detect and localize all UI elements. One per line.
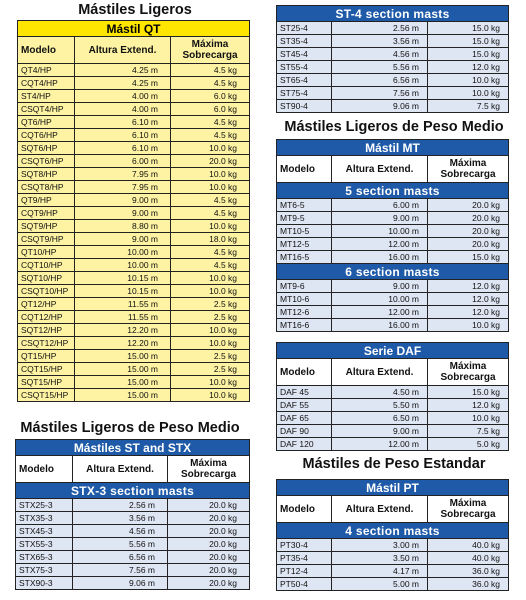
table-row bbox=[277, 438, 509, 451]
table-row bbox=[18, 311, 250, 324]
table-title: Mástil MT bbox=[277, 140, 509, 156]
table-row bbox=[277, 212, 509, 225]
cell-modelo: MT16-6 bbox=[277, 319, 332, 332]
cell-modelo: CQT4/HP bbox=[18, 77, 75, 90]
table-row bbox=[16, 564, 250, 577]
cell-altura: 9.00 m bbox=[75, 233, 171, 246]
cell-maxima: 5.0 kg bbox=[428, 438, 509, 451]
cell-modelo: SQT8/HP bbox=[18, 168, 75, 181]
col-header-modelo: Modelo bbox=[277, 156, 332, 183]
table-row bbox=[277, 412, 509, 425]
section-title: 4 section masts bbox=[277, 523, 509, 539]
cell-altura: 6.50 m bbox=[332, 412, 428, 425]
cell-modelo: ST35-4 bbox=[277, 35, 332, 48]
cell-maxima: 10.0 kg bbox=[171, 220, 250, 233]
table-title-row bbox=[18, 21, 250, 37]
table-row bbox=[277, 293, 509, 306]
table-row bbox=[18, 350, 250, 363]
section-row bbox=[16, 483, 250, 499]
cell-altura: 16.00 m bbox=[332, 251, 428, 264]
table-row bbox=[277, 225, 509, 238]
table-mastil-qt bbox=[17, 20, 250, 402]
cell-maxima: 10.0 kg bbox=[171, 337, 250, 350]
table-row bbox=[18, 272, 250, 285]
table-row bbox=[277, 319, 509, 332]
cell-altura: 12.00 m bbox=[332, 238, 428, 251]
cell-modelo: CSQT12/HP bbox=[18, 337, 75, 350]
cell-maxima: 4.5 kg bbox=[171, 194, 250, 207]
cell-maxima: 15.0 kg bbox=[428, 48, 509, 61]
cell-maxima: 10.0 kg bbox=[171, 285, 250, 298]
table-row bbox=[18, 220, 250, 233]
cell-maxima: 10.0 kg bbox=[171, 272, 250, 285]
cell-maxima: 2.5 kg bbox=[171, 350, 250, 363]
table-row bbox=[18, 142, 250, 155]
cell-altura: 10.00 m bbox=[332, 293, 428, 306]
cell-modelo: CQT9/HP bbox=[18, 207, 75, 220]
table-row bbox=[277, 87, 509, 100]
cell-modelo: ST65-4 bbox=[277, 74, 332, 87]
table-row bbox=[277, 61, 509, 74]
table-row bbox=[16, 577, 250, 590]
cell-altura: 9.00 m bbox=[332, 212, 428, 225]
cell-maxima: 2.5 kg bbox=[171, 311, 250, 324]
cell-maxima: 20.0 kg bbox=[168, 499, 250, 512]
section-row bbox=[277, 6, 509, 22]
cell-maxima: 4.5 kg bbox=[171, 246, 250, 259]
cell-modelo: ST45-4 bbox=[277, 48, 332, 61]
col-header-maxima: Máxima Sobrecarga bbox=[428, 156, 509, 183]
cell-altura: 12.20 m bbox=[75, 324, 171, 337]
table-row bbox=[18, 376, 250, 389]
table-title: Serie DAF bbox=[277, 343, 509, 359]
cell-modelo: CQT15/HP bbox=[18, 363, 75, 376]
table-row bbox=[277, 22, 509, 35]
cell-maxima: 20.0 kg bbox=[168, 538, 250, 551]
cell-altura: 7.56 m bbox=[332, 87, 428, 100]
cell-altura: 11.55 m bbox=[75, 298, 171, 311]
cell-modelo: CQT6/HP bbox=[18, 129, 75, 142]
cell-maxima: 12.0 kg bbox=[428, 306, 509, 319]
cell-altura: 4.56 m bbox=[73, 525, 168, 538]
col-header-altura: Altura Extend. bbox=[332, 156, 428, 183]
cell-maxima: 10.0 kg bbox=[171, 324, 250, 337]
table-row bbox=[277, 306, 509, 319]
col-header-maxima: Máxima Sobrecarga bbox=[171, 37, 250, 64]
cell-altura: 9.06 m bbox=[332, 100, 428, 113]
cell-maxima: 12.0 kg bbox=[428, 61, 509, 74]
cell-modelo: STX35-3 bbox=[16, 512, 73, 525]
cell-altura: 2.56 m bbox=[73, 499, 168, 512]
section-title: ST-4 section masts bbox=[277, 6, 509, 22]
cell-modelo: MT12-6 bbox=[277, 306, 332, 319]
cell-maxima: 12.0 kg bbox=[428, 293, 509, 306]
table-row bbox=[277, 425, 509, 438]
cell-altura: 11.55 m bbox=[75, 311, 171, 324]
cell-modelo: STX45-3 bbox=[16, 525, 73, 538]
cell-modelo: SQT6/HP bbox=[18, 142, 75, 155]
table-row bbox=[277, 74, 509, 87]
cell-modelo: MT6-5 bbox=[277, 199, 332, 212]
cell-maxima: 7.5 kg bbox=[428, 425, 509, 438]
cell-modelo: DAF 45 bbox=[277, 386, 332, 399]
table-row bbox=[18, 207, 250, 220]
cell-altura: 5.50 m bbox=[332, 399, 428, 412]
table-mastil-mt bbox=[276, 139, 509, 332]
table-row bbox=[18, 233, 250, 246]
section-title: 5 section masts bbox=[277, 183, 509, 199]
cell-altura: 10.15 m bbox=[75, 285, 171, 298]
cell-maxima: 18.0 kg bbox=[171, 233, 250, 246]
cell-maxima: 4.5 kg bbox=[171, 207, 250, 220]
cell-maxima: 10.0 kg bbox=[428, 74, 509, 87]
cell-modelo: CSQT8/HP bbox=[18, 181, 75, 194]
cell-maxima: 15.0 kg bbox=[428, 386, 509, 399]
cell-altura: 6.10 m bbox=[75, 142, 171, 155]
table-row bbox=[18, 90, 250, 103]
col-header-modelo: Modelo bbox=[277, 359, 332, 386]
table-row bbox=[16, 512, 250, 525]
cell-modelo: CSQT9/HP bbox=[18, 233, 75, 246]
cell-altura: 9.00 m bbox=[75, 207, 171, 220]
cell-maxima: 20.0 kg bbox=[171, 155, 250, 168]
table-row bbox=[277, 552, 509, 565]
table-title: Mástil QT bbox=[18, 21, 250, 37]
table-title: Mástiles ST and STX bbox=[16, 440, 250, 456]
cell-maxima: 20.0 kg bbox=[168, 512, 250, 525]
column-header-row bbox=[16, 456, 250, 483]
cell-altura: 16.00 m bbox=[332, 319, 428, 332]
cell-altura: 5.56 m bbox=[332, 61, 428, 74]
cell-maxima: 10.0 kg bbox=[171, 181, 250, 194]
cell-maxima: 36.0 kg bbox=[428, 578, 509, 591]
table-row bbox=[277, 251, 509, 264]
table-row bbox=[18, 64, 250, 77]
cell-maxima: 10.0 kg bbox=[171, 142, 250, 155]
table-title: Mástil PT bbox=[277, 480, 509, 496]
section-row bbox=[277, 523, 509, 539]
table-row bbox=[16, 525, 250, 538]
cell-modelo: QT9/HP bbox=[18, 194, 75, 207]
cell-altura: 3.00 m bbox=[332, 539, 428, 552]
table-row bbox=[18, 181, 250, 194]
cell-altura: 4.56 m bbox=[332, 48, 428, 61]
cell-maxima: 40.0 kg bbox=[428, 552, 509, 565]
cell-altura: 4.50 m bbox=[332, 386, 428, 399]
heading-peso-medio-right: Mástiles Ligeros de Peso Medio bbox=[284, 119, 504, 135]
col-header-altura: Altura Extend. bbox=[75, 37, 171, 64]
table-row bbox=[18, 324, 250, 337]
cell-altura: 5.56 m bbox=[73, 538, 168, 551]
cell-modelo: ST75-4 bbox=[277, 87, 332, 100]
cell-altura: 3.50 m bbox=[332, 552, 428, 565]
cell-altura: 10.00 m bbox=[75, 259, 171, 272]
table-row bbox=[18, 116, 250, 129]
cell-altura: 6.00 m bbox=[332, 199, 428, 212]
cell-altura: 6.10 m bbox=[75, 116, 171, 129]
table-title-row bbox=[277, 480, 509, 496]
table-row bbox=[277, 399, 509, 412]
cell-altura: 4.17 m bbox=[332, 565, 428, 578]
cell-altura: 3.56 m bbox=[73, 512, 168, 525]
col-header-modelo: Modelo bbox=[18, 37, 75, 64]
cell-altura: 6.00 m bbox=[75, 155, 171, 168]
section-title: STX-3 section masts bbox=[16, 483, 250, 499]
table-row bbox=[18, 155, 250, 168]
table-row bbox=[277, 100, 509, 113]
cell-altura: 10.00 m bbox=[332, 225, 428, 238]
table-row bbox=[18, 363, 250, 376]
cell-altura: 7.56 m bbox=[73, 564, 168, 577]
table-row bbox=[18, 389, 250, 402]
table-row bbox=[277, 238, 509, 251]
cell-maxima: 20.0 kg bbox=[428, 212, 509, 225]
cell-maxima: 12.0 kg bbox=[428, 399, 509, 412]
cell-modelo: CQT10/HP bbox=[18, 259, 75, 272]
col-header-modelo: Modelo bbox=[16, 456, 73, 483]
cell-maxima: 36.0 kg bbox=[428, 565, 509, 578]
cell-modelo: PT50-4 bbox=[277, 578, 332, 591]
table-row bbox=[277, 386, 509, 399]
table-row bbox=[18, 337, 250, 350]
cell-modelo: STX65-3 bbox=[16, 551, 73, 564]
cell-modelo: MT10-6 bbox=[277, 293, 332, 306]
table-title-row bbox=[277, 343, 509, 359]
cell-maxima: 7.5 kg bbox=[428, 100, 509, 113]
cell-modelo: QT12/HP bbox=[18, 298, 75, 311]
table-row bbox=[18, 285, 250, 298]
cell-altura: 6.56 m bbox=[73, 551, 168, 564]
cell-altura: 15.00 m bbox=[75, 376, 171, 389]
cell-modelo: QT15/HP bbox=[18, 350, 75, 363]
cell-altura: 15.00 m bbox=[75, 389, 171, 402]
cell-modelo: MT16-5 bbox=[277, 251, 332, 264]
cell-modelo: SQT10/HP bbox=[18, 272, 75, 285]
cell-maxima: 40.0 kg bbox=[428, 539, 509, 552]
cell-modelo: QT4/HP bbox=[18, 64, 75, 77]
cell-maxima: 10.0 kg bbox=[428, 319, 509, 332]
cell-modelo: CQT12/HP bbox=[18, 311, 75, 324]
cell-maxima: 20.0 kg bbox=[168, 577, 250, 590]
table-title-row bbox=[16, 440, 250, 456]
cell-modelo: CSQT4/HP bbox=[18, 103, 75, 116]
cell-modelo: DAF 65 bbox=[277, 412, 332, 425]
cell-maxima: 12.0 kg bbox=[428, 280, 509, 293]
cell-modelo: CSQT6/HP bbox=[18, 155, 75, 168]
cell-modelo: SQT9/HP bbox=[18, 220, 75, 233]
cell-maxima: 10.0 kg bbox=[428, 412, 509, 425]
cell-altura: 9.06 m bbox=[73, 577, 168, 590]
table-row bbox=[18, 194, 250, 207]
cell-modelo: PT35-4 bbox=[277, 552, 332, 565]
cell-altura: 9.00 m bbox=[75, 194, 171, 207]
cell-modelo: MT12-5 bbox=[277, 238, 332, 251]
cell-modelo: MT10-5 bbox=[277, 225, 332, 238]
table-row bbox=[18, 77, 250, 90]
cell-modelo: PT12-4 bbox=[277, 565, 332, 578]
col-header-altura: Altura Extend. bbox=[332, 359, 428, 386]
cell-maxima: 2.5 kg bbox=[171, 363, 250, 376]
table-row bbox=[16, 499, 250, 512]
table-row bbox=[16, 551, 250, 564]
cell-maxima: 4.5 kg bbox=[171, 129, 250, 142]
cell-modelo: PT30-4 bbox=[277, 539, 332, 552]
cell-altura: 4.00 m bbox=[75, 103, 171, 116]
cell-altura: 10.15 m bbox=[75, 272, 171, 285]
col-header-altura: Altura Extend. bbox=[73, 456, 168, 483]
cell-altura: 10.00 m bbox=[75, 246, 171, 259]
cell-altura: 12.20 m bbox=[75, 337, 171, 350]
cell-altura: 15.00 m bbox=[75, 363, 171, 376]
cell-modelo: ST4/HP bbox=[18, 90, 75, 103]
cell-altura: 7.95 m bbox=[75, 181, 171, 194]
cell-altura: 4.00 m bbox=[75, 90, 171, 103]
cell-altura: 4.25 m bbox=[75, 77, 171, 90]
cell-maxima: 10.0 kg bbox=[428, 87, 509, 100]
table-row bbox=[277, 280, 509, 293]
table-row bbox=[277, 565, 509, 578]
cell-modelo: QT6/HP bbox=[18, 116, 75, 129]
cell-maxima: 10.0 kg bbox=[171, 376, 250, 389]
cell-maxima: 20.0 kg bbox=[428, 225, 509, 238]
cell-maxima: 2.5 kg bbox=[171, 298, 250, 311]
cell-maxima: 4.5 kg bbox=[171, 116, 250, 129]
table-row bbox=[277, 35, 509, 48]
table-row bbox=[18, 259, 250, 272]
cell-altura: 8.80 m bbox=[75, 220, 171, 233]
heading-peso-medio-left: Mástiles Ligeros de Peso Medio bbox=[20, 420, 240, 436]
cell-modelo: STX55-3 bbox=[16, 538, 73, 551]
column-header-row bbox=[18, 37, 250, 64]
cell-maxima: 4.5 kg bbox=[171, 259, 250, 272]
cell-modelo: QT10/HP bbox=[18, 246, 75, 259]
cell-modelo: CSQT15/HP bbox=[18, 389, 75, 402]
cell-maxima: 20.0 kg bbox=[428, 199, 509, 212]
cell-modelo: DAF 90 bbox=[277, 425, 332, 438]
cell-modelo: DAF 55 bbox=[277, 399, 332, 412]
table-row bbox=[277, 199, 509, 212]
column-header-row bbox=[277, 156, 509, 183]
table-serie-daf bbox=[276, 342, 509, 451]
cell-modelo: MT9-5 bbox=[277, 212, 332, 225]
cell-modelo: MT9-6 bbox=[277, 280, 332, 293]
cell-altura: 12.00 m bbox=[332, 438, 428, 451]
column-header-row bbox=[277, 359, 509, 386]
table-st4 bbox=[276, 5, 509, 113]
cell-altura: 9.00 m bbox=[332, 425, 428, 438]
table-row bbox=[16, 538, 250, 551]
cell-modelo: ST90-4 bbox=[277, 100, 332, 113]
table-row bbox=[277, 578, 509, 591]
cell-maxima: 4.5 kg bbox=[171, 64, 250, 77]
heading-peso-estandar: Mástiles de Peso Estandar bbox=[302, 456, 486, 472]
column-header-row bbox=[277, 496, 509, 523]
table-mastiles-st-stx bbox=[15, 439, 250, 590]
cell-modelo: CSQT10/HP bbox=[18, 285, 75, 298]
cell-maxima: 20.0 kg bbox=[168, 551, 250, 564]
cell-altura: 2.56 m bbox=[332, 22, 428, 35]
table-row bbox=[18, 246, 250, 259]
col-header-maxima: Máxima Sobrecarga bbox=[168, 456, 250, 483]
table-title-row bbox=[277, 140, 509, 156]
heading-mastiles-ligeros: Mástiles Ligeros bbox=[78, 2, 192, 18]
cell-maxima: 6.0 kg bbox=[171, 90, 250, 103]
cell-altura: 6.10 m bbox=[75, 129, 171, 142]
cell-modelo: ST55-4 bbox=[277, 61, 332, 74]
cell-maxima: 20.0 kg bbox=[168, 525, 250, 538]
col-header-maxima: Máxima Sobrecarga bbox=[428, 359, 509, 386]
table-row bbox=[18, 168, 250, 181]
cell-altura: 3.56 m bbox=[332, 35, 428, 48]
section-row bbox=[277, 183, 509, 199]
cell-altura: 9.00 m bbox=[332, 280, 428, 293]
cell-maxima: 15.0 kg bbox=[428, 251, 509, 264]
section-row bbox=[277, 264, 509, 280]
cell-altura: 15.00 m bbox=[75, 350, 171, 363]
cell-modelo: ST25-4 bbox=[277, 22, 332, 35]
cell-maxima: 20.0 kg bbox=[428, 238, 509, 251]
cell-altura: 4.25 m bbox=[75, 64, 171, 77]
cell-maxima: 10.0 kg bbox=[171, 168, 250, 181]
cell-altura: 7.95 m bbox=[75, 168, 171, 181]
cell-maxima: 15.0 kg bbox=[428, 22, 509, 35]
cell-maxima: 20.0 kg bbox=[168, 564, 250, 577]
cell-modelo: STX75-3 bbox=[16, 564, 73, 577]
cell-maxima: 6.0 kg bbox=[171, 103, 250, 116]
cell-altura: 12.00 m bbox=[332, 306, 428, 319]
section-title: 6 section masts bbox=[277, 264, 509, 280]
cell-altura: 6.56 m bbox=[332, 74, 428, 87]
table-row bbox=[18, 129, 250, 142]
cell-altura: 5.00 m bbox=[332, 578, 428, 591]
table-row bbox=[18, 298, 250, 311]
table-mastil-pt bbox=[276, 479, 509, 591]
cell-modelo: DAF 120 bbox=[277, 438, 332, 451]
table-row bbox=[277, 48, 509, 61]
cell-modelo: STX25-3 bbox=[16, 499, 73, 512]
cell-modelo: STX90-3 bbox=[16, 577, 73, 590]
cell-modelo: SQT12/HP bbox=[18, 324, 75, 337]
col-header-altura: Altura Extend. bbox=[332, 496, 428, 523]
cell-maxima: 10.0 kg bbox=[171, 389, 250, 402]
cell-maxima: 4.5 kg bbox=[171, 77, 250, 90]
table-row bbox=[277, 539, 509, 552]
col-header-maxima: Máxima Sobrecarga bbox=[428, 496, 509, 523]
cell-modelo: SQT15/HP bbox=[18, 376, 75, 389]
cell-maxima: 15.0 kg bbox=[428, 35, 509, 48]
table-row bbox=[18, 103, 250, 116]
col-header-modelo: Modelo bbox=[277, 496, 332, 523]
